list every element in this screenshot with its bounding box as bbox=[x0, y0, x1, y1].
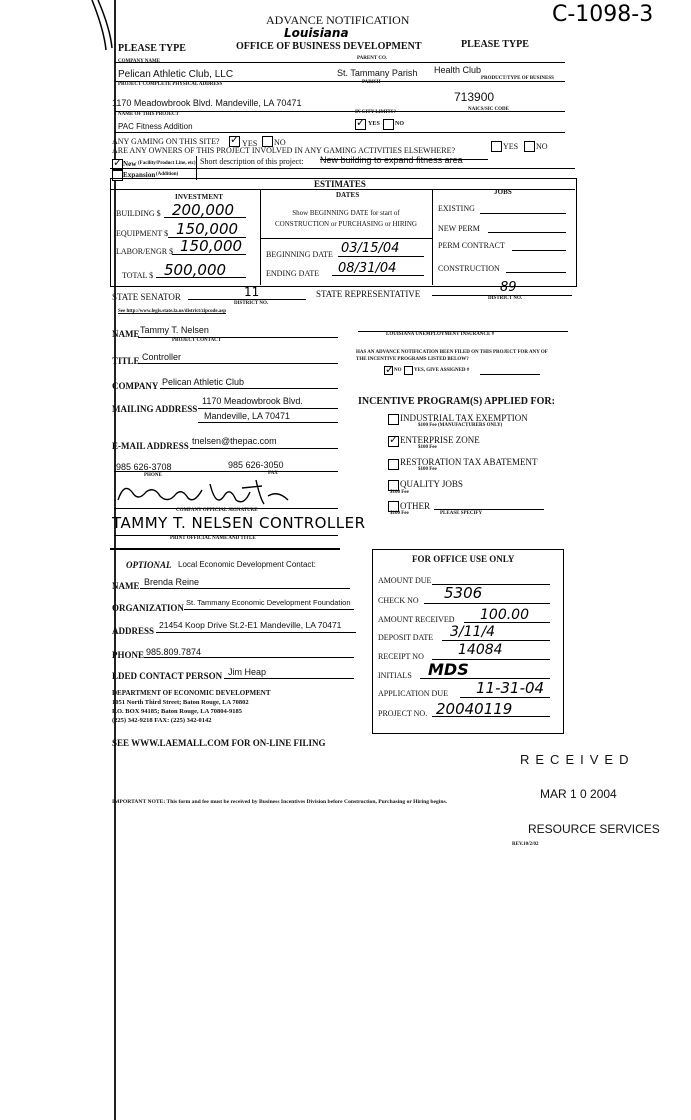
revision-code: REV.10/2/02 bbox=[512, 842, 539, 847]
incentive-restoration-checkbox[interactable] bbox=[388, 459, 399, 470]
short-desc: New building to expand fitness area bbox=[320, 155, 463, 165]
print-name: TAMMY T. NELSEN CONTROLLER bbox=[112, 514, 366, 532]
local-address: 21454 Koop Drive St.2-E1 Mandeville, LA 70471 bbox=[159, 620, 342, 630]
corner-code: C-1098-3 bbox=[552, 2, 654, 27]
state-senator-value: 11 bbox=[244, 285, 260, 299]
beginning-date-value: 03/15/04 bbox=[341, 241, 400, 256]
city-limits-no-checkbox[interactable] bbox=[383, 119, 394, 130]
equipment-value: 150,000 bbox=[176, 220, 239, 238]
state-script: Louisiana bbox=[284, 26, 349, 40]
expansion-note: (Addition) bbox=[156, 172, 179, 177]
beginning-date-label: BEGINNING DATE bbox=[266, 250, 333, 259]
project-no-label: PROJECT NO. bbox=[378, 709, 428, 718]
please-type-right: PLEASE TYPE bbox=[461, 39, 529, 50]
lded-contact-label: LDED CONTACT PERSON bbox=[112, 671, 223, 681]
gaming-elsewhere-no-label: NO bbox=[536, 142, 548, 151]
lded-contact: Jim Heap bbox=[228, 667, 267, 677]
amount-received-value: 100.00 bbox=[480, 607, 529, 623]
equipment-label: EQUIPMENT $ bbox=[116, 229, 169, 238]
incentive-enterprise-zone-fee: $100 Fee bbox=[418, 445, 437, 450]
phone-value: 985 626-3708 bbox=[116, 462, 172, 472]
contact-name-label: NAME bbox=[112, 329, 140, 339]
prior-notice-no-label: NO bbox=[394, 368, 402, 373]
online-filing-link[interactable]: SEE WWW.LAEMALL.COM FOR ON-LINE FILING bbox=[112, 738, 326, 748]
receipt-no-label: RECEIPT NO bbox=[378, 652, 424, 661]
product-label: PRODUCT/TYPE OF BUSINESS bbox=[481, 76, 554, 81]
senator-district-label: DISTRICT NO. bbox=[234, 301, 269, 306]
incentive-other-specify: PLEASE SPECIFY bbox=[440, 511, 483, 516]
company-name-label: COMPANY NAME bbox=[118, 59, 161, 64]
city-limits-label: IN CITY LIMITS? bbox=[355, 110, 396, 115]
labor-value: 150,000 bbox=[180, 237, 243, 255]
department-line1: 1051 North Third Street; Baton Rouge, LA 70802 bbox=[112, 699, 249, 706]
application-due-label: APPLICATION DUE bbox=[378, 689, 448, 698]
parish-label: PARISH bbox=[362, 80, 381, 85]
project-address: 1170 Meadowbrook Blvd. Mandeville, LA 70471 bbox=[112, 98, 302, 108]
local-phone: 985.809.7874 bbox=[146, 647, 202, 657]
local-name: Brenda Reine bbox=[144, 577, 200, 587]
incentive-restoration-label: RESTORATION TAX ABATEMENT bbox=[400, 457, 538, 467]
state-senator-label: STATE SENATOR bbox=[112, 292, 181, 302]
local-org-label: ORGANIZATION bbox=[112, 603, 184, 613]
email-value: tnelsen@thepac.com bbox=[192, 436, 277, 446]
gaming-elsewhere-yes-checkbox[interactable] bbox=[491, 141, 502, 152]
gaming-elsewhere-no-checkbox[interactable] bbox=[524, 141, 535, 152]
district-lookup-link[interactable]: See http://www.legis.state.la.us/district/zipcode.asp bbox=[118, 309, 227, 314]
department-line3: (225) 342-9218 FAX: (225) 342-0142 bbox=[112, 717, 212, 724]
important-note: IMPORTANT NOTE: This form and fee must be received by Business Incentives Division before Construction, Purchasing or Hiring begins. bbox=[112, 799, 448, 805]
company-name: Pelican Athletic Club, LLC bbox=[118, 69, 234, 80]
deposit-date-value: 3/11/4 bbox=[450, 624, 496, 640]
please-type-left: PLEASE TYPE bbox=[118, 43, 186, 54]
incentive-other-label: OTHER bbox=[400, 501, 430, 511]
incentive-industrial-tax-checkbox[interactable] bbox=[388, 414, 399, 425]
email-label: E-MAIL ADDRESS bbox=[112, 441, 189, 451]
rep-district-label: DISTRICT NO. bbox=[488, 296, 523, 301]
incentive-quality-jobs-fee: $100 Fee bbox=[390, 490, 409, 495]
incentive-other-fee: $100 Fee bbox=[390, 511, 409, 516]
ui-number-label: LOUISIANA UNEMPLOYMENT INSURANCE # bbox=[386, 332, 495, 337]
gaming-site-no-label: NO bbox=[274, 138, 286, 147]
local-name-label: NAME bbox=[112, 581, 140, 591]
ending-date-value: 08/31/04 bbox=[338, 261, 397, 276]
prior-notice-no-checkbox[interactable] bbox=[384, 366, 393, 375]
building-value: 200,000 bbox=[172, 201, 235, 219]
city-yes-label: YES bbox=[368, 121, 380, 127]
state-rep-label: STATE REPRESENTATIVE bbox=[316, 289, 421, 299]
new-note: (Facility/Product Line, etc) bbox=[138, 161, 196, 166]
expansion-label: Expansion bbox=[123, 171, 156, 179]
jobs-new-perm-label: NEW PERM bbox=[438, 224, 480, 233]
local-address-label: ADDRESS bbox=[112, 626, 155, 636]
company-label: COMPANY bbox=[112, 381, 159, 391]
project-contact-label: PROJECT CONTACT bbox=[172, 338, 222, 343]
form-title: ADVANCE NOTIFICATION bbox=[266, 13, 410, 27]
naics-label: NAICS/SIC CODE bbox=[468, 107, 509, 112]
received-date-stamp: MAR 1 0 2004 bbox=[540, 787, 617, 801]
print-name-label: PRINT OFFICIAL NAME AND TITLE bbox=[170, 536, 256, 541]
local-org: St. Tammany Economic Development Foundation bbox=[186, 598, 351, 607]
office-use-title: FOR OFFICE USE ONLY bbox=[412, 554, 515, 564]
gaming-site-yes-label: YES bbox=[242, 139, 258, 148]
total-label: TOTAL $ bbox=[122, 271, 154, 280]
state-rep-value: 89 bbox=[500, 280, 517, 295]
incentive-industrial-tax-label: INDUSTRIAL TAX EXEMPTION bbox=[400, 413, 528, 423]
received-stamp: RECEIVED bbox=[520, 752, 635, 767]
building-label: BUILDING $ bbox=[116, 209, 161, 218]
address-label: PROJECT COMPLETE PHYSICAL ADDRESS bbox=[118, 82, 223, 87]
check-no-value: 5306 bbox=[444, 584, 483, 602]
fax-label: FAX bbox=[268, 471, 278, 476]
mailing-address-line2: Mandeville, LA 70471 bbox=[204, 411, 291, 421]
local-phone-label: PHONE bbox=[112, 650, 145, 660]
prior-notice-yes-label: YES, GIVE ASSIGNED # bbox=[414, 368, 470, 373]
mailing-address-line1: 1170 Meadowbrook Blvd. bbox=[202, 396, 303, 406]
check-no-label: CHECK NO bbox=[378, 596, 419, 605]
jobs-perm-contract-label: PERM CONTRACT bbox=[438, 241, 505, 250]
signature-label: COMPANY OFFICIAL SIGNATURE bbox=[176, 508, 258, 513]
initials-value: MDS bbox=[428, 660, 469, 679]
prior-notice-question: HAS AN ADVANCE NOTIFICATION BEEN FILED ON THIS PROJECT FOR ANY OF THE INCENTIVE PROGRAMS LISTED BELOW? bbox=[356, 350, 548, 362]
contact-title: Controller bbox=[142, 352, 182, 362]
receipt-no-value: 14084 bbox=[458, 642, 503, 658]
prior-notice-yes-checkbox[interactable] bbox=[404, 366, 413, 375]
project-name-label: NAME OF THIS PROJECT bbox=[118, 112, 179, 117]
incentive-enterprise-zone-checkbox[interactable] bbox=[388, 436, 399, 447]
gaming-elsewhere-question: ARE ANY OWNERS OF THIS PROJECT INVOLVED IN ANY GAMING ACTIVITIES ELSEWHERE? bbox=[112, 146, 456, 155]
jobs-construction-label: CONSTRUCTION bbox=[438, 264, 500, 273]
project-name: PAC Fitness Addition bbox=[118, 122, 193, 131]
dates-header: DATES bbox=[336, 191, 360, 199]
office-title: OFFICE OF BUSINESS DEVELOPMENT bbox=[236, 41, 422, 52]
incentive-quality-jobs-label: QUALITY JOBS bbox=[400, 479, 463, 489]
amount-due-label: AMOUNT DUE bbox=[378, 576, 432, 585]
optional-label: OPTIONAL bbox=[126, 560, 172, 570]
parent-co-label: PARENT CO. bbox=[357, 56, 388, 61]
application-due-value: 11-31-04 bbox=[476, 679, 545, 697]
investment-header: INVESTMENT bbox=[175, 193, 224, 201]
ending-date-label: ENDING DATE bbox=[266, 269, 320, 278]
contact-name: Tammy T. Nelsen bbox=[140, 325, 209, 335]
gaming-site-question: ANY GAMING ON THIS SITE? bbox=[112, 137, 220, 146]
jobs-header: JOBS bbox=[494, 188, 512, 196]
jobs-existing-label: EXISTING bbox=[438, 204, 475, 213]
department-line2: P.O. BOX 94185; Baton Rouge, LA 70804-9185 bbox=[112, 708, 242, 715]
gaming-elsewhere-yes-label: YES bbox=[503, 142, 519, 151]
product: Health Club bbox=[434, 65, 482, 75]
deposit-date-label: DEPOSIT DATE bbox=[378, 633, 434, 642]
resource-services-stamp: RESOURCE SERVICES bbox=[528, 822, 660, 836]
naics-code: 713900 bbox=[454, 90, 495, 104]
incentives-title: INCENTIVE PROGRAM(S) APPLIED FOR: bbox=[358, 396, 555, 407]
short-desc-label: Short description of this project: bbox=[200, 157, 304, 166]
incentive-restoration-fee: $100 Fee bbox=[418, 467, 437, 472]
contact-company: Pelican Athletic Club bbox=[162, 377, 245, 387]
incentive-industrial-tax-fee: $100 Fee (MANUFACTURERS ONLY) bbox=[418, 423, 503, 428]
department-name: DEPARTMENT OF ECONOMIC DEVELOPMENT bbox=[112, 689, 271, 697]
total-value: 500,000 bbox=[164, 261, 227, 279]
incentive-enterprise-zone-label: ENTERPRISE ZONE bbox=[400, 435, 480, 445]
signature-image bbox=[112, 478, 312, 512]
mailing-address-label: MAILING ADDRESS bbox=[112, 404, 198, 414]
initials-label: INITIALS bbox=[378, 671, 412, 680]
local-contact-intro: Local Economic Development Contact: bbox=[178, 560, 316, 569]
estimates-title: ESTIMATES bbox=[314, 179, 366, 189]
fax-value: 985 626-3050 bbox=[228, 460, 284, 470]
project-no-value: 20040119 bbox=[436, 700, 513, 718]
city-no-label: NO bbox=[395, 121, 405, 127]
dates-note: Show BEGINNING DATE for start of CONSTRUCTION or PURCHASING or HIRING bbox=[275, 209, 417, 228]
title-label: TITLE bbox=[112, 356, 140, 366]
parish: St. Tammany Parish bbox=[337, 68, 418, 78]
staple-mark-icon bbox=[82, 0, 122, 60]
phone-label: PHONE bbox=[144, 473, 162, 478]
amount-received-label: AMOUNT RECEIVED bbox=[378, 615, 455, 624]
city-limits-yes-checkbox[interactable] bbox=[355, 119, 366, 130]
new-label: New bbox=[123, 160, 137, 168]
labor-label: LABOR/ENGR $ bbox=[116, 247, 174, 256]
